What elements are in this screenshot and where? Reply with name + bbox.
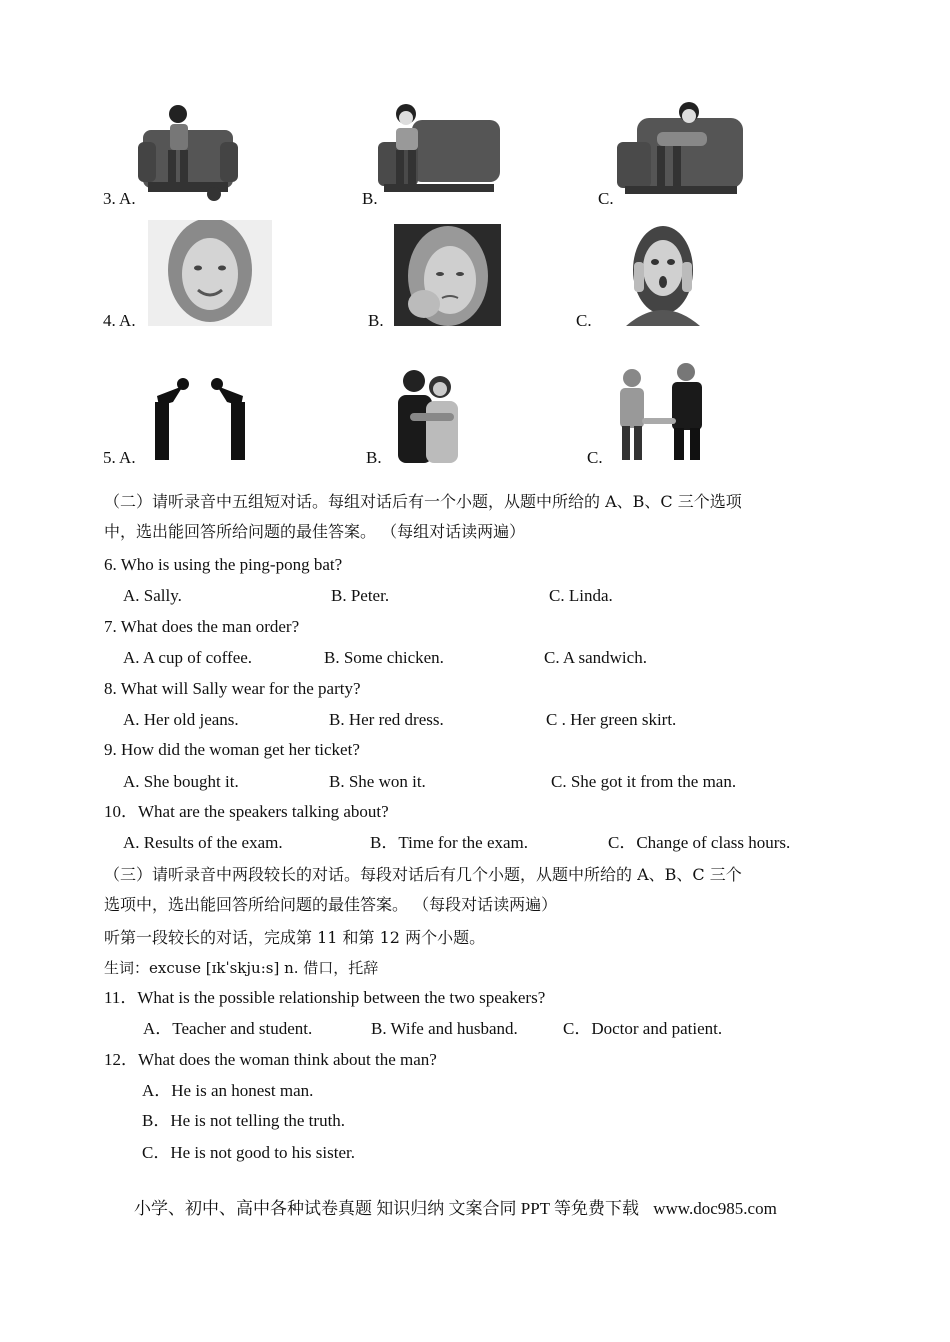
q12-option-c: C．He is not good to his sister. (142, 1143, 355, 1162)
question-7: 7. What does the man order? (104, 617, 300, 636)
q5c-picture (612, 362, 716, 462)
q3-label-c: C. (598, 189, 614, 208)
q10-option-c: C．Change of class hours. (608, 833, 791, 852)
q9-option-b: B. She won it. (329, 772, 426, 791)
q3b-picture (378, 100, 502, 196)
q3a-picture (138, 102, 238, 202)
q11-option-a: A．Teacher and student. (143, 1019, 313, 1038)
q8-option-c: C . Her green skirt. (546, 710, 677, 729)
q9-option-a: A. She bought it. (123, 772, 239, 791)
q12-option-b: B．He is not telling the truth. (142, 1111, 346, 1130)
q10-option-a: A. Results of the exam. (123, 833, 283, 852)
q7-option-a: A. A cup of coffee. (123, 648, 253, 667)
q6-option-b: B. Peter. (331, 586, 390, 605)
q8-option-a: A. Her old jeans. (123, 710, 239, 729)
q4b-picture (394, 224, 501, 326)
section2-heading-line1: （二）请听录音中五组短对话。每组对话后有一个小题，从题中所给的 A、B、C 三个选项 (104, 492, 742, 511)
q5a-picture (143, 372, 257, 462)
q5-label-b: B. (366, 448, 382, 467)
q7-option-c: C. A sandwich. (544, 648, 647, 667)
q10-option-b: B．Time for the exam. (370, 833, 529, 852)
q3-label-b: B. (362, 189, 378, 208)
vocabulary-note: 生词：excuse [ɪkˈskju:s] n. 借口，托辞 (104, 959, 379, 977)
q6-option-c: C. Linda. (549, 586, 613, 605)
q5b-picture (390, 367, 466, 463)
q6-option-a: A. Sally. (123, 586, 182, 605)
question-9: 9. How did the woman get her ticket? (104, 740, 360, 759)
question-11: 11．What is the possible relationship between the two speakers? (104, 988, 546, 1007)
footer (134, 1194, 777, 1219)
footer-url[interactable]: www.doc985.com (653, 1199, 777, 1218)
q5-label-c: C. (587, 448, 603, 467)
section3-instruction: 听第一段较长的对话，完成第 11 和第 12 两个小题。 (104, 928, 486, 947)
section2-heading-line2: 中，选出能回答所给问题的最佳答案。 （每组对话读两遍） (104, 522, 526, 541)
q4-label-a: 4. A. (103, 311, 136, 330)
question-10: 10．What are the speakers talking about? (104, 802, 389, 821)
footer-text: 小学、初中、高中各种试卷真题 知识归纳 文案合同 PPT 等免费下载 (134, 1199, 639, 1218)
q9-option-c: C. She got it from the man. (551, 772, 737, 791)
section3-heading-line2: 选项中，选出能回答所给问题的最佳答案。 （每段对话读两遍） (104, 895, 558, 914)
q3c-picture (617, 100, 745, 196)
q4-label-c: C. (576, 311, 592, 330)
section3-heading-line1: （三）请听录音中两段较长的对话。每段对话后有几个小题，从题中所给的 A、B、C 三个 (104, 865, 742, 884)
q11-option-b: B. Wife and husband. (371, 1019, 518, 1038)
q11-option-c: C．Doctor and patient. (563, 1019, 723, 1038)
q5-label-a: 5. A. (103, 448, 136, 467)
q7-option-b: B. Some chicken. (324, 648, 444, 667)
q3-label-a: 3. A. (103, 189, 136, 208)
question-8: 8. What will Sally wear for the party? (104, 679, 361, 698)
question-12: 12．What does the woman think about the man? (104, 1050, 437, 1069)
q4a-picture (148, 220, 272, 326)
q4c-picture (610, 222, 716, 326)
q12-option-a: A．He is an honest man. (142, 1081, 314, 1100)
q8-option-b: B. Her red dress. (329, 710, 444, 729)
question-6: 6. Who is using the ping-pong bat? (104, 555, 343, 574)
q4-label-b: B. (368, 311, 384, 330)
